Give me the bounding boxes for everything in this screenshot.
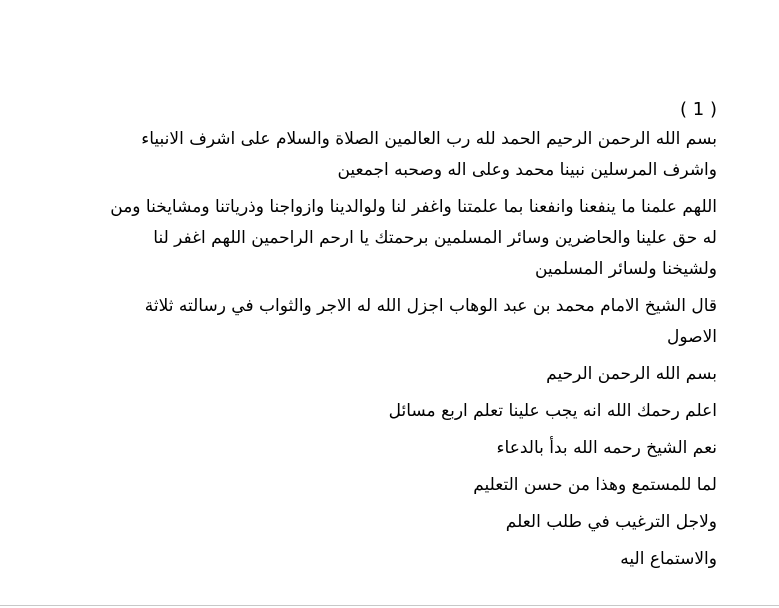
paragraph-four-issues: اعلم رحمك الله انه يجب علينا تعلم اربع مسائل [388,401,717,421]
page-number: ( 1 ) [680,99,717,120]
page-bottom-divider [0,605,779,606]
document-body [100,96,717,581]
paragraph-basmala-intro: بسم الله الرحمن الرحيم الحمد لله رب العالمين الصلاة والسلام على اشرف الانبياء واشرف المرسلين نبينا محمد وعلى اله وصحبه اجمعين [141,129,717,180]
paragraph-dua: اللهم علمنا ما ينفعنا وانفعنا بما علمتنا واغفر لنا ولوالدينا وازواجنا وذرياتنا ومشايخنا ومن له حق علينا والحاضرين وسائر المسلمين برحمتك يا ارحم الراحمين اللهم اغفر لنا ولشيخنا ولسائر المسلمين [110,197,717,279]
paragraph-good-teaching: لما للمستمع وهذا من حسن التعليم [473,475,717,495]
paragraph-listening: والاستماع اليه [620,549,717,569]
paragraph-encouragement: ولاجل الترغيب في طلب العلم [505,512,717,532]
paragraph-author-intro: قال الشيخ الامام محمد بن عبد الوهاب اجزل الله له الاجر والثواب في رسالته ثلاثة الاصول [144,296,717,347]
paragraph-dua-start: نعم الشيخ رحمه الله بدأ بالدعاء [496,438,717,458]
paragraph-basmala: بسم الله الرحمن الرحيم [546,364,717,384]
